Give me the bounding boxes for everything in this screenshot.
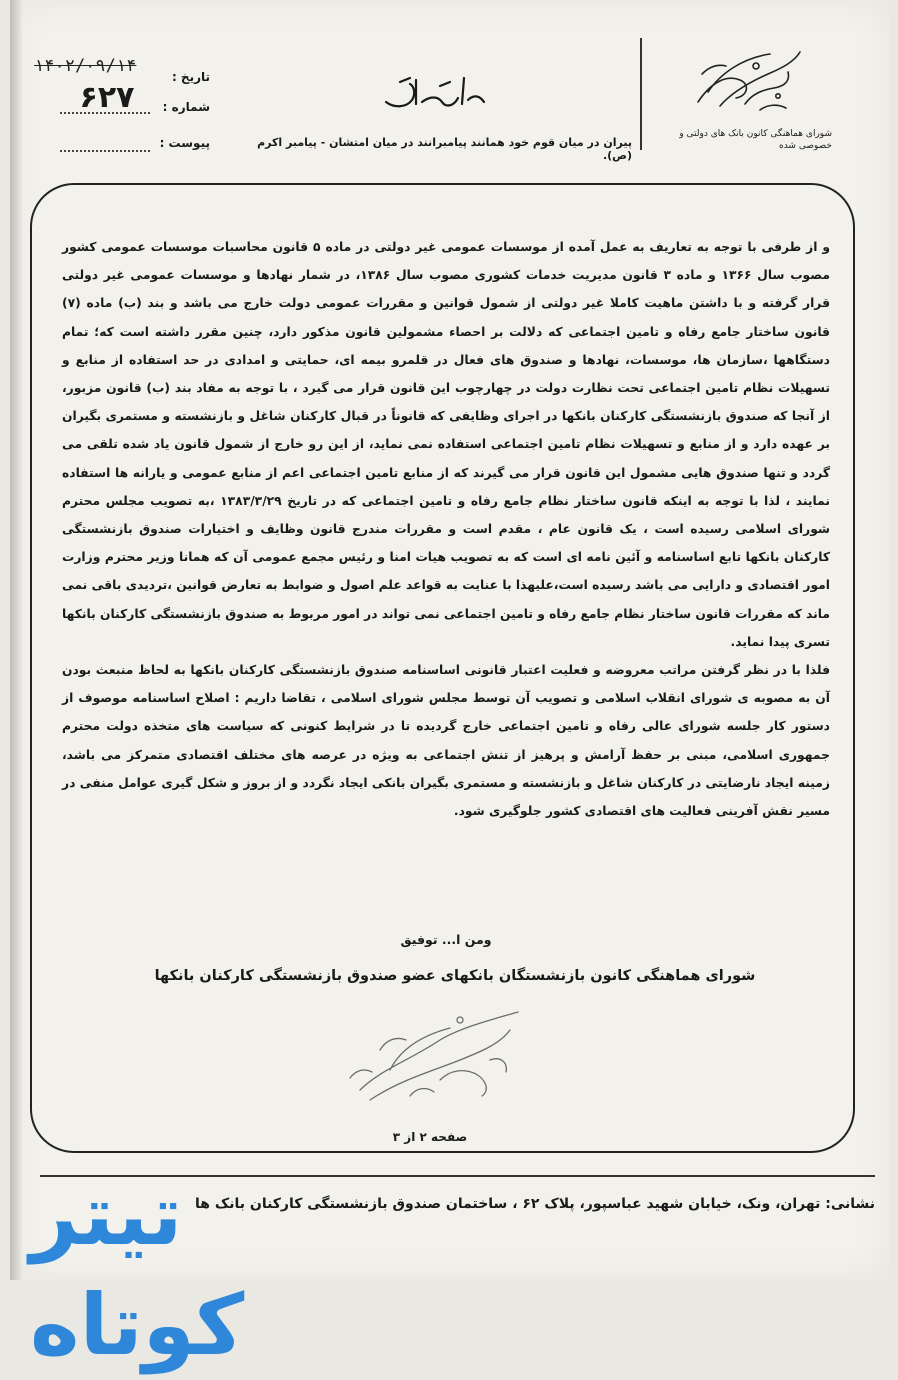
header-divider (640, 38, 642, 150)
attachment-label: پیوست : (159, 136, 210, 150)
closing-phrase: ومن ا... توفیق (400, 932, 492, 947)
body-paragraph: و از طرفی با توجه به تعاریف به عمل آمده از موسسات عمومی غیر دولتی در ماده ۵ قانون محاسبات موسسات عمومی کشور مصوب سال ۱۳۶۶ و ماده ۳ قانون مدیریت خدمات کشوری مصوب سال ۱۳۸۶، در شمار نهادها و موسسات عمومی غیر دولتی قرار گرفته و با داشتن ماهیت کاملا غیر دولتی از شمول قوانین و مقررات عمومی دولت خارج می باشد و بند (ب) ماده (۷) قانون ساختار جامع رفاه و تامین اجتماعی که دلالت بر احصاء مشمولین قانون مذکور دارد، چنین مقرر داشته است که؛ تمام دستگاهها ،سازمان ها، موسسات، نهادها و صندوق های فعال در قلمرو بیمه ای، حمایتی و امدادی در حد استفاده از منابع و تسهیلات نظام تامین اجتماعی تحت نظارت دولت در چهارچوب این قانون قرار می گیرد ، با توجه به مفاد بند (ب) قانون مزبور، از آنجا که صندوق بازنشستگی کارکنان بانکها در اجرای وظایفی که قانوناً در قبال کارکنان شاغل و بازنشسته و مستمری بگیران بر عهده دارد و از منابع و تسهیلات نظام تامین اجتماعی استفاده نمی نماید، از این رو خارج از شمول قانون یاد شده تلقی می گردد و تنها صندوق هایی مشمول این قانون قرار می گیرند که از منابع تامین اجتماعی اعم از منابع عمومی و یارانه ها استفاده نمایند ، لذا با توجه به اینکه قانون ساختار نظام جامع رفاه و تامین اجتماعی که در تاریخ ۱۳۸۳/۳/۲۹ ،به تصویب مجلس محترم شورای اسلامی رسیده است ، یک قانون عام ، مقدم است و مقررات مندرج قانون وظایف و اختیارات صندوق بازنشستگی کارکنان بانکها تابع اساسنامه و آئین نامه ای است که به تصویب هیات امنا و رئیس مجمع عمومی آن که همانا وزیر محترم وزارت امور اقتصادی و دارایی می باشد رسیده است،علیهذا با عنایت به قواعد علم اصول و ضوابط به تعارض قوانین ،تردیدی باقی نمی ماند که مقررات قانون ساختار نظام جامع رفاه و تامین اجتماعی نمی تواند در امور مربوط به صندوق بازنشستگی کارکنان بانکها تسری پیدا نماید. (62, 240, 830, 649)
footer-address: نشانی: تهران، ونک، خیابان شهید عباسپور، پلاک ۶۲ ، ساختمان صندوق بازنشستگی کارکنان بانک ها (195, 1196, 875, 1212)
council-name: شورای هماهنگی کانون بانک های دولتی و خصوصی شده (679, 129, 832, 151)
council-logo (690, 44, 805, 116)
attachment-underline (60, 150, 150, 152)
watermark-logo: تیتر کوتاه (30, 1166, 245, 1374)
body-paragraph: فلذا با در نظر گرفتن مراتب معروضه و فعلیت اعتبار قانونی اساسنامه صندوق بازنشستگی کارکنان بانکها به لحاظ منبعث بودن آن به مصوبه ی شورای انقلاب اسلامی و تصویب آن توسط مجلس شورای اسلامی ، تقاضا داریم : اصلاح اساسنامه موصوف از دستور کار جلسه شورای عالی رفاه و تامین اجتماعی خارج گردیده تا در شرایط کنونی که سیاست های متخذه دولت محترم جمهوری اسلامی، مبنی بر حفظ آرامش و پرهیز از تنش اجتماعی به ویژه در عرصه های مختلف اقتصادی متمرکز می باشد، زمینه ایجاد نارضایتی در کارکنان شاغل و بازنشسته و مستمری بگیران بانکی ایجاد نگردد و از بروز و شکل گیری عوامل منفی در مسیر نقش آفرینی فعالیت های اقتصادی کشور جلوگیری شود. (62, 663, 830, 819)
date-label: تاریخ : (171, 70, 210, 84)
header-motto: پیران در میان قوم خود همانند پیامبرانند در میان امتشان - پیامبر اکرم (ص). (257, 136, 632, 162)
basmala-calligraphy (380, 74, 490, 112)
number-value: ۶۲۷ (79, 80, 135, 115)
number-label: شماره : (162, 100, 210, 114)
page-edge-shadow (10, 0, 22, 1280)
date-value: ۱۴۰۲/۰۹/۱۴ (34, 56, 137, 76)
signature-stamp (340, 1000, 530, 1110)
number-underline (60, 112, 150, 114)
signatory-title: شورای هماهنگی کانون بازنشستگان بانکهای عضو صندوق بازنشستگی کارکنان بانکها (154, 968, 756, 984)
letter-body (62, 233, 830, 825)
page-number: صفحه ۲ از ۳ (392, 1130, 468, 1144)
